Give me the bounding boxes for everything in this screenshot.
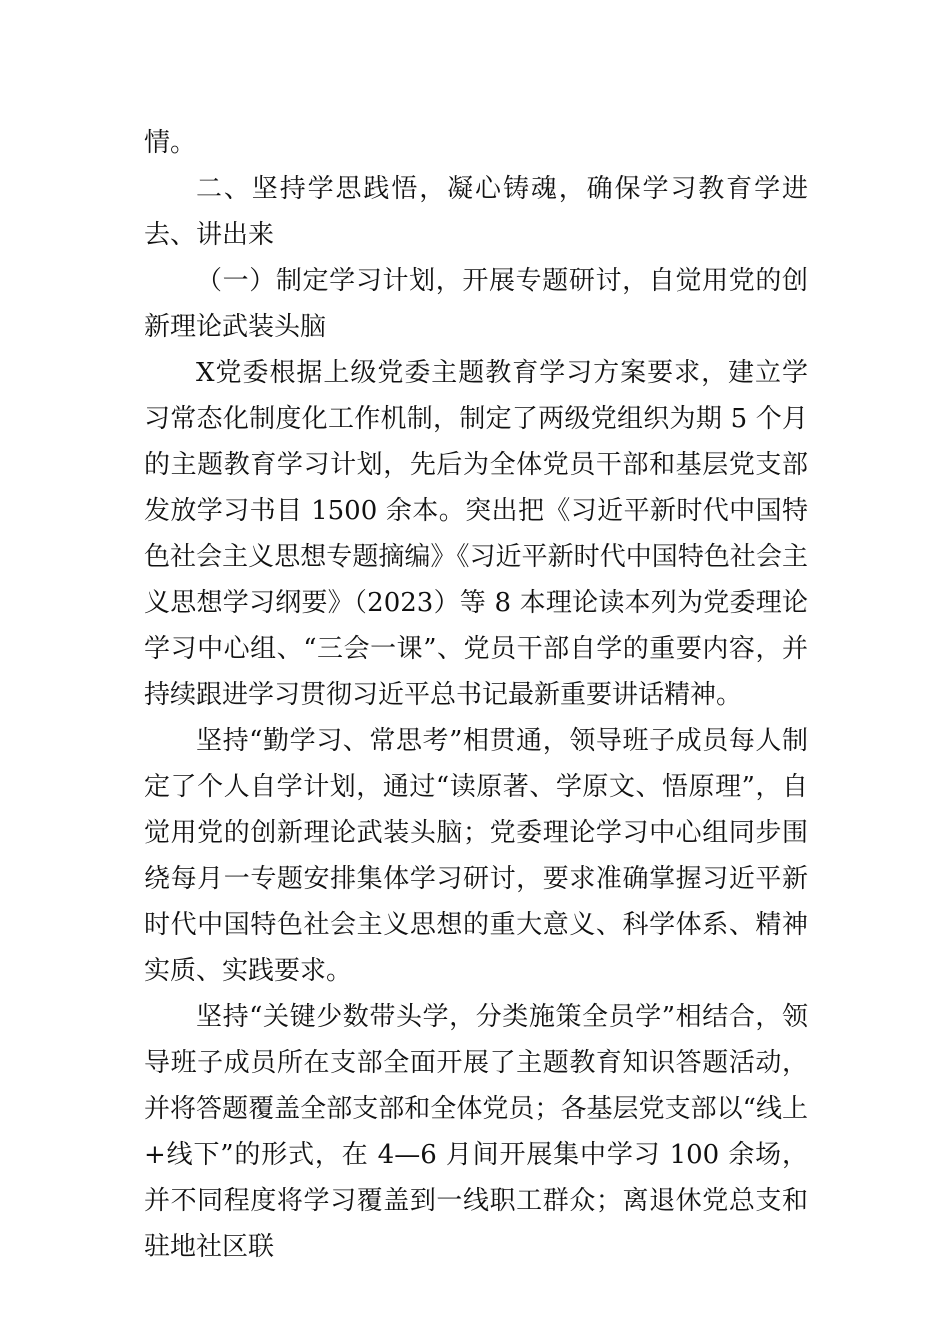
body-paragraph: X党委根据上级党委主题教育学习方案要求，建立学习常态化制度化工作机制，制定了两级党组织为期 5 个月的主题教育学习计划，先后为全体党员干部和基层党支部发放学习书目 1500 余本。突出把《习近平新时代中国特色社会主义思想专题摘编》《习近平新时代中国特色社会主义思想学习纲要》（2023）等 8 本理论读本列为党委理论学习中心组、“三会一课”、党员干部自学的重要内容，并持续跟进学习贯彻习近平总书记最新重要讲话精神。 — [144, 358, 808, 710]
body-paragraph: 坚持“关键少数带头学，分类施策全员学”相结合，领导班子成员所在支部全面开展了主题教育知识答题活动，并将答题覆盖全部支部和全体党员；各基层党支部以“线上+线下”的形式，在 4—6 月间开展集中学习 100 余场，并不同程度将学习覆盖到一线职工群众；离退休党总支和驻地社区联 — [144, 1002, 808, 1262]
paragraph-continuation: 情。 — [144, 128, 197, 158]
document-body — [144, 120, 808, 1270]
body-paragraph: 坚持“勤学习、常思考”相贯通，领导班子成员每人制定了个人自学计划，通过“读原著、学原文、悟原理”，自觉用党的创新理论武装头脑；党委理论学习中心组同步围绕每月一专题安排集体学习研讨，要求准确掌握习近平新时代中国特色社会主义思想的重大意义、科学体系、精神实质、实践要求。 — [144, 726, 808, 986]
subsection-heading: （一）制定学习计划，开展专题研讨，自觉用党的创新理论武装头脑 — [144, 266, 808, 342]
section-heading: 二、坚持学思践悟，凝心铸魂，确保学习教育学进去、讲出来 — [144, 174, 808, 250]
